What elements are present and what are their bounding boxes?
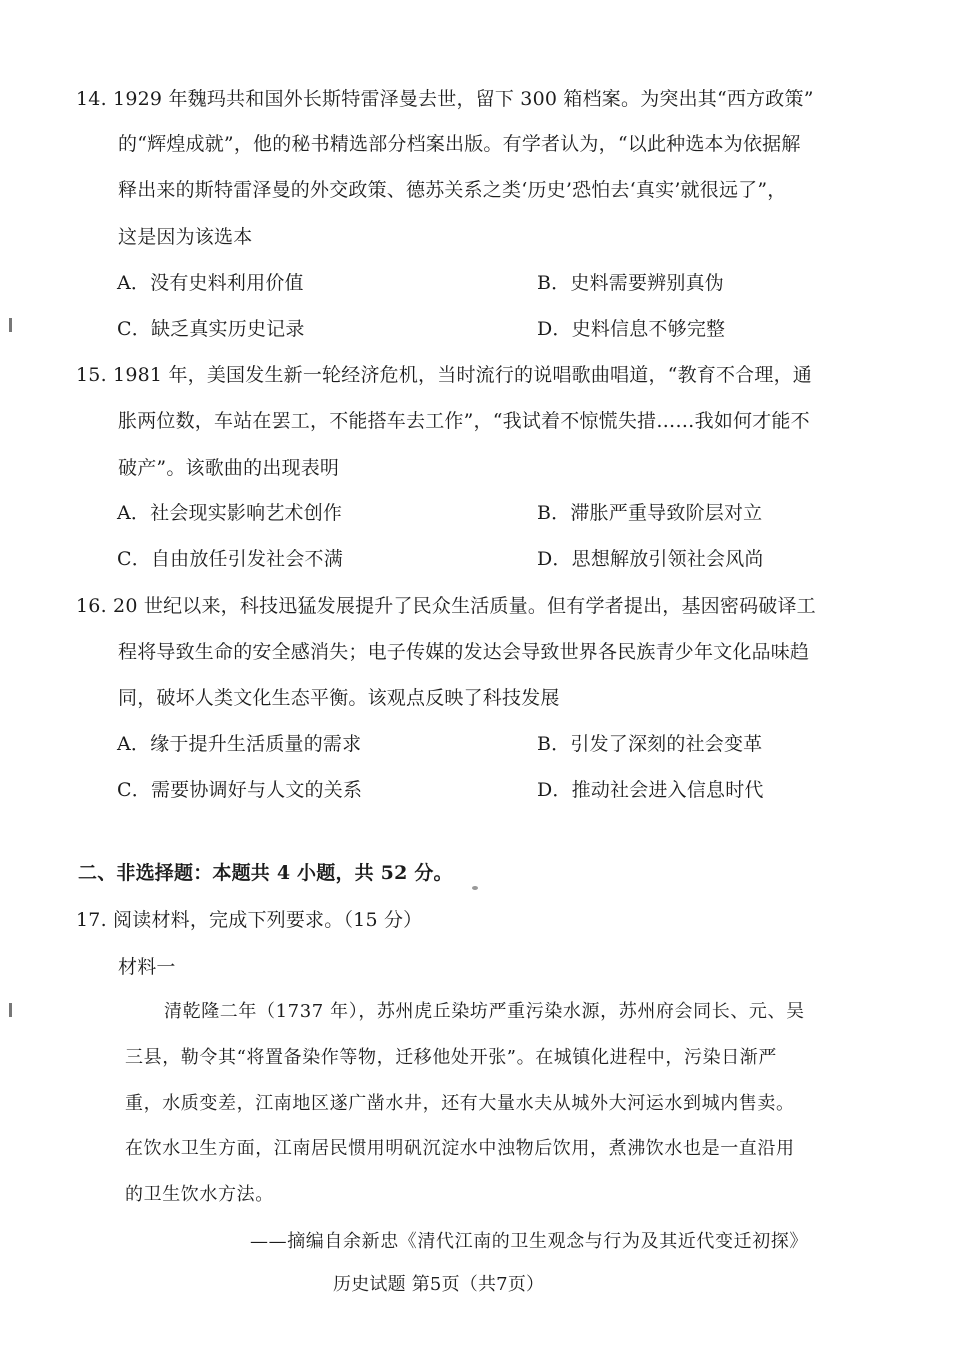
q14-line-1: 14. 1929 年魏玛共和国外长斯特雷泽曼去世，留下 300 箱档案。为突出其“西方政策” — [76, 88, 814, 110]
q16-line-2: 程将导致生命的安全感消失；电子传媒的发达会导致世界各民族青少年文化品味趋 — [118, 641, 810, 663]
q16-option-b: B．引发了深刻的社会变革 — [537, 733, 763, 755]
material-line-2: 三县，勒令其“将置备染作等物，迁移他处开张”。在城镇化进程中，污染日渐严 — [125, 1047, 778, 1068]
section2-heading: 二、非选择题：本题共 4 小题，共 52 分。 — [78, 862, 453, 884]
material-line-4: 在饮水卫生方面，江南居民惯用明矾沉淀水中浊物后饮用，煮沸饮水也是一直沿用 — [125, 1138, 795, 1159]
q14-option-d: D．史料信息不够完整 — [537, 318, 726, 340]
q14-option-c: C．缺乏真实历史记录 — [117, 318, 305, 340]
q14-line-4: 这是因为该选本 — [118, 226, 253, 248]
q14-line-2: 的“辉煌成就”，他的秘书精选部分档案出版。有学者认为，“以此种选本为依据解 — [118, 133, 801, 155]
q15-line-3: 破产”。该歌曲的出现表明 — [118, 457, 340, 479]
scan-dot — [472, 886, 478, 890]
q15-option-b: B．滞胀严重导致阶层对立 — [537, 502, 763, 524]
q16-option-a: A．缘于提升生活质量的需求 — [117, 733, 362, 755]
material-line-5: 的卫生饮水方法。 — [125, 1184, 274, 1205]
q16-line-1: 16. 20 世纪以来，科技迅猛发展提升了民众生活质量。但有学者提出，基因密码破译工 — [76, 595, 816, 617]
q15-option-d: D．思想解放引领社会风尚 — [537, 548, 764, 570]
material-line-1: 清乾隆二年（1737 年），苏州虎丘染坊严重污染水源，苏州府会同长、元、吴 — [164, 1001, 805, 1022]
scan-mark — [9, 318, 12, 332]
material-line-3: 重，水质变差，江南地区遂广凿水井，还有大量水夫从城外大河运水到城内售卖。 — [125, 1093, 795, 1114]
scan-mark — [9, 1003, 12, 1017]
q17-stem: 17. 阅读材料，完成下列要求。（15 分） — [76, 909, 423, 931]
q16-line-3: 同，破坏人类文化生态平衡。该观点反映了科技发展 — [118, 687, 560, 709]
q15-line-1: 15. 1981 年，美国发生新一轮经济危机，当时流行的说唱歌曲唱道，“教育不合理，通 — [76, 364, 812, 386]
material-source: ——摘编自余新忠《清代江南的卫生观念与行为及其近代变迁初探》 — [250, 1231, 808, 1252]
q15-option-c: C．自由放任引发社会不满 — [117, 548, 343, 570]
page-footer: 历史试题 第5页（共7页） — [333, 1274, 545, 1295]
material-label: 材料一 — [118, 956, 176, 978]
q15-option-a: A．社会现实影响艺术创作 — [117, 502, 343, 524]
q14-line-3: 释出来的斯特雷泽曼的外交政策、德苏关系之类‘历史’恐怕去‘真实’就很远了”， — [118, 179, 787, 201]
q14-option-b: B．史料需要辨别真伪 — [537, 272, 724, 294]
q16-option-c: C．需要协调好与人文的关系 — [117, 779, 363, 801]
q16-option-d: D．推动社会进入信息时代 — [537, 779, 764, 801]
q14-option-a: A．没有史料利用价值 — [117, 272, 304, 294]
q15-line-2: 胀两位数，车站在罢工，不能搭车去工作”，“我试着不惊慌失措……我如何才能不 — [118, 410, 810, 432]
